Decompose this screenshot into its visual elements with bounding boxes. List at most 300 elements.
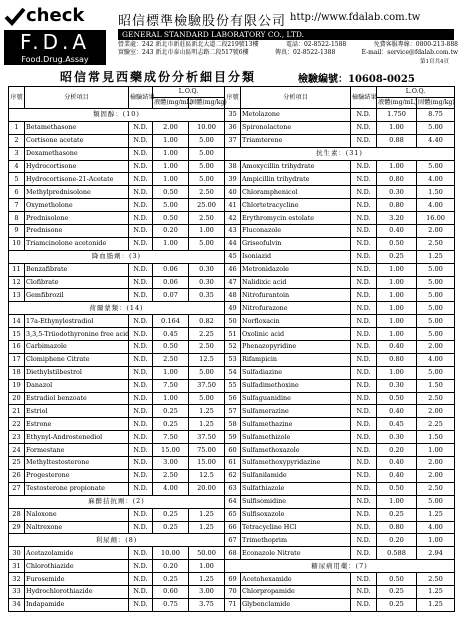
row-number: 27	[9, 482, 25, 495]
loq-liquid: 0.07	[153, 289, 189, 302]
result-value: N.D.	[129, 225, 153, 238]
result-value: N.D.	[351, 134, 377, 147]
row-number: 69	[225, 573, 241, 586]
result-value: N.D.	[129, 237, 153, 250]
table-row	[225, 534, 455, 547]
loq-liquid: 0.25	[153, 521, 189, 534]
table-row	[9, 341, 225, 354]
analyte-name: Chlorpropamide	[241, 585, 351, 598]
loq-liquid: 0.50	[153, 212, 189, 225]
analyte-name: Sulfamethoxypyridazine	[241, 457, 351, 470]
row-number: 51	[225, 328, 241, 341]
row-number: 26	[9, 469, 25, 482]
loq-solid: 1.25	[189, 521, 225, 534]
analyte-name: Sulfaguanidine	[241, 392, 351, 405]
row-number: 2	[9, 134, 25, 147]
table-row	[9, 147, 225, 160]
loq-liquid: 1.00	[153, 237, 189, 250]
hotline: 免費客服專線：0800-213-888	[373, 41, 458, 48]
analyte-name: Nitrofurantoin	[241, 289, 351, 302]
section-row	[225, 147, 455, 160]
loq-liquid: 2.50	[153, 353, 189, 366]
section-label: 降血脂劑：(3)	[9, 250, 225, 263]
company-contact	[118, 41, 458, 57]
loq-solid: 1.25	[417, 598, 455, 611]
report-title: 昭信常見西藥成份分析細目分類	[60, 70, 257, 84]
analyte-name: Naloxone	[25, 508, 129, 521]
table-row	[225, 418, 455, 431]
table-row	[9, 598, 225, 611]
loq-liquid: 2.50	[153, 469, 189, 482]
result-value: N.D.	[351, 199, 377, 212]
loq-liquid: 0.25	[153, 418, 189, 431]
table-row	[225, 199, 455, 212]
loq-liquid: 7.50	[153, 431, 189, 444]
row-number: 5	[9, 173, 25, 186]
analyte-name: 3,3,5-Triiodothyronine free acid	[25, 328, 129, 341]
analyte-name: Chlortetracycline	[241, 199, 351, 212]
loq-liquid: 4.00	[153, 482, 189, 495]
col-result: 檢驗結果	[351, 87, 377, 109]
section-label: 類固醇：(10)	[9, 109, 225, 122]
col-item: 分析項目	[25, 87, 129, 109]
row-number: 32	[9, 573, 25, 586]
table-row	[225, 237, 455, 250]
row-number: 66	[225, 521, 241, 534]
analyte-name: Sulfadimethoxine	[241, 379, 351, 392]
result-value: N.D.	[129, 147, 153, 160]
loq-liquid: 0.30	[377, 431, 417, 444]
table-row	[9, 379, 225, 392]
result-value: N.D.	[129, 328, 153, 341]
analyte-name: Acetazolamide	[25, 547, 129, 560]
col-item: 分析項目	[241, 87, 351, 109]
loq-liquid: 3.20	[377, 212, 417, 225]
result-value: N.D.	[129, 121, 153, 134]
row-number: 17	[9, 353, 25, 366]
col-no: 序號	[225, 87, 241, 109]
loq-solid: 4.40	[417, 134, 455, 147]
table-row	[9, 469, 225, 482]
result-value: N.D.	[129, 598, 153, 611]
analyte-name: Sulfisomidine	[241, 495, 351, 508]
row-number: 68	[225, 547, 241, 560]
col-loq: L.O.Q.	[153, 87, 225, 98]
table-row	[9, 418, 225, 431]
section-label: 抗生素：(31)	[225, 147, 455, 160]
result-value: N.D.	[129, 560, 153, 573]
loq-solid: 20.00	[189, 482, 225, 495]
table-row	[225, 186, 455, 199]
row-number: 22	[9, 418, 25, 431]
loq-liquid: 0.25	[377, 598, 417, 611]
loq-liquid: 1.00	[377, 366, 417, 379]
result-value: N.D.	[351, 598, 377, 611]
analyte-name: Isoniazid	[241, 250, 351, 263]
analyte-name: Rifampicin	[241, 353, 351, 366]
row-number: 38	[225, 160, 241, 173]
table-row	[225, 121, 455, 134]
row-number: 28	[9, 508, 25, 521]
table-row	[225, 263, 455, 276]
row-number: 65	[225, 508, 241, 521]
table-row	[225, 482, 455, 495]
table-row	[225, 521, 455, 534]
result-value: N.D.	[351, 237, 377, 250]
row-number: 46	[225, 263, 241, 276]
loq-solid: 2.50	[417, 573, 455, 586]
result-value: N.D.	[351, 109, 377, 122]
loq-solid: 5.00	[189, 392, 225, 405]
loq-solid: 1.25	[189, 508, 225, 521]
loq-liquid: 0.45	[153, 328, 189, 341]
loq-solid: 2.25	[417, 418, 455, 431]
table-row	[9, 199, 225, 212]
row-number: 41	[225, 199, 241, 212]
analyte-name: Fluconazole	[241, 225, 351, 238]
loq-solid: 37.50	[189, 431, 225, 444]
analyte-name: Cortisone acetate	[25, 134, 129, 147]
loq-solid: 3.75	[189, 598, 225, 611]
row-number: 71	[225, 598, 241, 611]
row-number: 40	[225, 186, 241, 199]
result-value: N.D.	[129, 392, 153, 405]
loq-liquid: 0.40	[377, 341, 417, 354]
analyte-name: Betamethasone	[25, 121, 129, 134]
col-no: 序號	[9, 87, 25, 109]
loq-liquid: 0.25	[153, 508, 189, 521]
col-solid: 固體(mg/kg)	[417, 98, 455, 109]
analyte-name: Sulfamethizole	[241, 431, 351, 444]
fda-logo	[4, 4, 106, 66]
result-value: N.D.	[129, 289, 153, 302]
analyte-name: Sulfisoxazole	[241, 508, 351, 521]
loq-solid: 5.00	[417, 302, 455, 315]
table-row	[225, 250, 455, 263]
row-number: 29	[9, 521, 25, 534]
loq-liquid: 0.40	[377, 225, 417, 238]
page-count: 第1頁共4頁	[420, 59, 449, 65]
loq-liquid: 0.88	[377, 134, 417, 147]
analyte-name: Estradiol benzoate	[25, 392, 129, 405]
loq-liquid: 0.25	[153, 405, 189, 418]
table-row	[9, 585, 225, 598]
analyte-name: Triamterene	[241, 134, 351, 147]
loq-liquid: 0.25	[377, 585, 417, 598]
analyte-name: Benzafibrate	[25, 263, 129, 276]
col-liquid: 液體(mg/mL)	[377, 98, 417, 109]
row-number: 16	[9, 341, 25, 354]
result-value: N.D.	[351, 225, 377, 238]
loq-liquid: 1.00	[153, 147, 189, 160]
table-row	[225, 405, 455, 418]
row-number: 43	[225, 225, 241, 238]
analyte-name: Hydrochlorothiazide	[25, 585, 129, 598]
row-number: 10	[9, 237, 25, 250]
lab-address: 實驗室：243 新北市泰山區明志路二段517號6樓	[118, 49, 249, 56]
section-label: 利尿劑：(8)	[9, 534, 225, 547]
row-number: 57	[225, 405, 241, 418]
loq-solid: 1.00	[189, 225, 225, 238]
loq-liquid: 0.80	[377, 353, 417, 366]
row-number: 25	[9, 457, 25, 470]
analyte-name: Triamcinolone acetonide	[25, 237, 129, 250]
loq-liquid: 1.00	[153, 366, 189, 379]
loq-solid: 0.30	[189, 276, 225, 289]
loq-liquid: 3.00	[153, 457, 189, 470]
row-number: 13	[9, 289, 25, 302]
analysis-tables	[8, 86, 454, 612]
result-value: N.D.	[129, 186, 153, 199]
table-row	[9, 328, 225, 341]
loq-liquid: 1.00	[377, 121, 417, 134]
row-number: 11	[9, 263, 25, 276]
result-value: N.D.	[129, 405, 153, 418]
result-value: N.D.	[129, 173, 153, 186]
row-number: 24	[9, 444, 25, 457]
loq-solid: 2.00	[417, 225, 455, 238]
loq-liquid: 0.80	[377, 199, 417, 212]
loq-liquid: 1.750	[377, 109, 417, 122]
col-solid: 固體(mg/kg)	[189, 98, 225, 109]
analyte-name: Sulfadiazine	[241, 366, 351, 379]
loq-liquid: 7.50	[153, 379, 189, 392]
table-row	[225, 302, 455, 315]
analyte-name: Chlorothiazide	[25, 560, 129, 573]
result-value: N.D.	[351, 457, 377, 470]
loq-solid: 12.5	[189, 469, 225, 482]
row-number: 55	[225, 379, 241, 392]
company-name-cn: 昭信標準檢驗股份有限公司	[118, 14, 287, 29]
loq-liquid: 0.25	[377, 250, 417, 263]
row-number: 30	[9, 547, 25, 560]
row-number: 1	[9, 121, 25, 134]
loq-liquid: 0.50	[153, 186, 189, 199]
loq-solid: 0.35	[189, 289, 225, 302]
analyte-name: Prednisolone	[25, 212, 129, 225]
loq-liquid: 0.20	[153, 225, 189, 238]
row-number: 70	[225, 585, 241, 598]
table-row	[9, 173, 225, 186]
section-row	[225, 560, 455, 573]
loq-liquid: 10.00	[153, 547, 189, 560]
row-number: 18	[9, 366, 25, 379]
result-value: N.D.	[129, 212, 153, 225]
table-row	[9, 366, 225, 379]
analyte-name: Metolazone	[241, 109, 351, 122]
analyte-name: Clofibrate	[25, 276, 129, 289]
result-value: N.D.	[351, 341, 377, 354]
loq-liquid: 0.164	[153, 315, 189, 328]
loq-solid: 2.50	[189, 186, 225, 199]
loq-solid: 1.50	[417, 431, 455, 444]
loq-solid: 0.30	[189, 263, 225, 276]
loq-liquid: 0.30	[377, 186, 417, 199]
loq-solid: 2.00	[417, 457, 455, 470]
row-number: 34	[9, 598, 25, 611]
row-number: 64	[225, 495, 241, 508]
table-row	[9, 457, 225, 470]
analyte-name: Nalidixic acid	[241, 276, 351, 289]
loq-liquid: 0.50	[377, 237, 417, 250]
loq-liquid: 1.00	[377, 302, 417, 315]
analyte-name: Naltrexone	[25, 521, 129, 534]
result-value: N.D.	[129, 353, 153, 366]
table-row	[225, 379, 455, 392]
loq-solid: 15.00	[189, 457, 225, 470]
loq-solid: 5.00	[417, 160, 455, 173]
row-number: 20	[9, 392, 25, 405]
loq-solid: 1.00	[417, 534, 455, 547]
loq-solid: 2.00	[417, 341, 455, 354]
analyte-name: Ethynyl-Androstenediol	[25, 431, 129, 444]
result-value: N.D.	[129, 573, 153, 586]
table-row	[9, 547, 225, 560]
loq-solid: 12.5	[189, 353, 225, 366]
analyte-name: Sulfathiazole	[241, 482, 351, 495]
table-row	[9, 134, 225, 147]
result-value: N.D.	[129, 547, 153, 560]
result-value: N.D.	[129, 341, 153, 354]
table-row	[225, 276, 455, 289]
table-row	[9, 431, 225, 444]
loq-solid: 5.00	[417, 289, 455, 302]
result-value: N.D.	[351, 173, 377, 186]
table-row	[225, 444, 455, 457]
loq-solid: 4.00	[417, 199, 455, 212]
loq-solid: 2.50	[417, 392, 455, 405]
analyte-name: Methylprednisolone	[25, 186, 129, 199]
result-value: N.D.	[351, 573, 377, 586]
analyte-name: Diethylstilbestrol	[25, 366, 129, 379]
loq-solid: 1.25	[189, 418, 225, 431]
analyte-name: Ampicillin trihydrate	[241, 173, 351, 186]
analyte-name: Griseofulvin	[241, 237, 351, 250]
row-number: 61	[225, 457, 241, 470]
loq-solid: 5.00	[417, 495, 455, 508]
loq-solid: 8.75	[417, 109, 455, 122]
row-number: 33	[9, 585, 25, 598]
loq-liquid: 0.50	[377, 482, 417, 495]
row-number: 19	[9, 379, 25, 392]
result-value: N.D.	[129, 469, 153, 482]
analyte-name: Trimethoprim	[241, 534, 351, 547]
analyte-name: Indapamide	[25, 598, 129, 611]
row-number: 50	[225, 315, 241, 328]
loq-solid: 2.25	[189, 328, 225, 341]
result-value: N.D.	[129, 134, 153, 147]
analyte-name: Gemfibrozil	[25, 289, 129, 302]
analyte-name: Phenazopyridine	[241, 341, 351, 354]
loq-liquid: 0.40	[377, 469, 417, 482]
analyte-name: Oxymetholone	[25, 199, 129, 212]
loq-solid: 5.00	[417, 315, 455, 328]
phone: 電話：02-8522-1588	[285, 41, 347, 48]
loq-solid: 2.50	[189, 341, 225, 354]
company-website[interactable]: http://www.fdalab.com.tw	[290, 12, 421, 23]
loq-solid: 5.00	[189, 237, 225, 250]
loq-liquid: 0.50	[377, 573, 417, 586]
loq-liquid: 1.00	[377, 276, 417, 289]
loq-solid: 2.50	[189, 212, 225, 225]
loq-solid: 0.82	[189, 315, 225, 328]
row-number: 60	[225, 444, 241, 457]
table-row	[9, 315, 225, 328]
loq-liquid: 0.25	[377, 508, 417, 521]
loq-solid: 2.50	[417, 482, 455, 495]
result-value: N.D.	[351, 392, 377, 405]
row-number: 63	[225, 482, 241, 495]
loq-solid: 1.00	[189, 560, 225, 573]
loq-liquid: 1.00	[377, 289, 417, 302]
analyte-name: Estrone	[25, 418, 129, 431]
result-value: N.D.	[351, 366, 377, 379]
left-table	[8, 86, 225, 612]
table-row	[225, 598, 455, 611]
loq-solid: 1.25	[417, 508, 455, 521]
table-row	[225, 508, 455, 521]
section-row	[9, 109, 225, 122]
loq-liquid: 0.80	[377, 521, 417, 534]
loq-solid: 5.00	[189, 147, 225, 160]
analyte-name: Erythromycin estolate	[241, 212, 351, 225]
loq-solid: 25.00	[189, 199, 225, 212]
analyte-name: Sulfanilamide	[241, 469, 351, 482]
table-row	[9, 353, 225, 366]
loq-solid: 1.00	[417, 444, 455, 457]
loq-solid: 2.00	[417, 469, 455, 482]
loq-solid: 2.50	[417, 237, 455, 250]
analyte-name: Progesterone	[25, 469, 129, 482]
analyte-name: Chloramphenicol	[241, 186, 351, 199]
row-number: 49	[225, 302, 241, 315]
row-number: 53	[225, 353, 241, 366]
loq-solid: 2.00	[417, 405, 455, 418]
table-row	[225, 134, 455, 147]
table-row	[225, 212, 455, 225]
section-label: 糖尿病用藥：(7)	[225, 560, 455, 573]
table-row	[225, 469, 455, 482]
office-address: 營業處：242 新北市新莊區新北大道二段219號13樓	[118, 41, 259, 48]
analyte-name: Hydrocortisone-21-Acetate	[25, 173, 129, 186]
loq-liquid: 1.00	[377, 495, 417, 508]
result-value: N.D.	[129, 482, 153, 495]
analyte-name: Glybenclamide	[241, 598, 351, 611]
loq-liquid: 0.75	[153, 598, 189, 611]
result-value: N.D.	[351, 405, 377, 418]
logo-check-text: check	[26, 5, 85, 26]
result-value: N.D.	[351, 315, 377, 328]
document-number: 檢驗編號：10608-0025	[298, 74, 415, 85]
analyte-name: Hydrocortisone	[25, 160, 129, 173]
row-number: 47	[225, 276, 241, 289]
row-number: 36	[225, 121, 241, 134]
email[interactable]: E-mail：service@fdalab.com.tw	[361, 49, 458, 56]
loq-solid: 1.25	[189, 573, 225, 586]
loq-liquid: 0.40	[377, 457, 417, 470]
col-result: 檢驗結果	[129, 87, 153, 109]
table-row	[225, 353, 455, 366]
result-value: N.D.	[351, 186, 377, 199]
analyte-name: Acetohexamide	[241, 573, 351, 586]
right-table	[224, 86, 455, 612]
loq-solid: 1.25	[189, 405, 225, 418]
row-number: 4	[9, 160, 25, 173]
loq-solid: 50.00	[189, 547, 225, 560]
loq-solid: 1.25	[417, 585, 455, 598]
loq-solid: 5.00	[417, 121, 455, 134]
table-row	[9, 160, 225, 173]
